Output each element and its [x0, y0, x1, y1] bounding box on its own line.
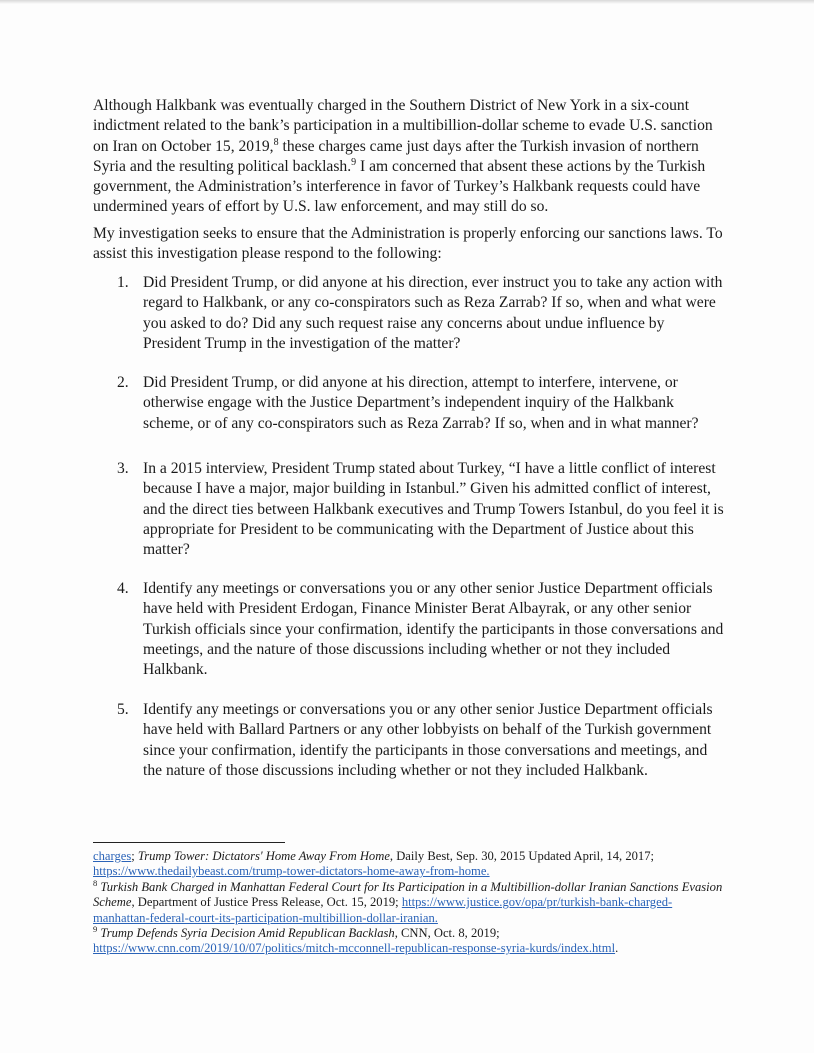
footnote-separator: ;	[131, 849, 138, 863]
footnote-continued	[93, 849, 723, 880]
question-number: 1.	[117, 274, 129, 291]
footnote-source: , Department of Justice Press Release, Oct. 15, 2019;	[131, 895, 402, 910]
question-number: 2.	[117, 374, 129, 391]
question-number: 4.	[117, 580, 129, 597]
paragraph-investigation: My investigation seeks to ensure that the Administration is properly enforcing our sanctions laws. To assist this investigation please respond to the following:	[93, 225, 723, 263]
footnote-title: Trump Defends Syria Decision Amid Republican Backlash	[100, 926, 395, 941]
para1-text-a: Although Halkbank was eventually charged in the Southern District of New York in a six-count indictment related to the bank’s participation in a multibillion-dollar scheme to evade U.S. sanction on Iran on October 15, 2019,	[93, 97, 713, 155]
footnote-source: , Daily Best, Sep. 30, 2015 Updated April, 14, 2017;	[389, 849, 655, 863]
footnote-end: .	[615, 941, 619, 956]
para1-text-b: these charges came just days after the Turkish invasion of northern Syria and the resulting political backlash.	[93, 137, 699, 175]
footnote-link-charges[interactable]: charges	[93, 849, 132, 863]
footnote-ref-8[interactable]: 8	[273, 136, 279, 148]
question-text: Identify any meetings or conversations you or any other senior Justice Department officials have held with Ballard Partners or any other lobbyists on behalf of the Turkish government since your confirmation, identify the participants in those conversations and meetings, and the nature of those discussions including whether or not they included Halkbank.	[143, 701, 713, 779]
footnote-url-cnn[interactable]: https://www.cnn.com/2019/10/07/politics/mitch-mcconnell-republican-response-syria-kurds/index.html	[93, 941, 616, 956]
footnote-8	[93, 877, 723, 926]
question-number: 3.	[117, 460, 129, 477]
footnote-source: , CNN, Oct. 8, 2019;	[394, 926, 500, 941]
paragraph-halkbank-charges	[93, 96, 723, 218]
question-text: Did President Trump, or did anyone at his direction, attempt to interfere, intervene, or otherwise engage with the Justice Department’s independent inquiry of the Halkbank scheme, or of any co-conspirators such as Reza Zarrab? If so, when and in what manner?	[143, 374, 699, 432]
footnote-title: Trump Tower: Dictators' Home Away From Home	[137, 849, 390, 863]
footnote-divider	[93, 842, 285, 843]
footnote-title: Turkish Bank Charged in Manhattan Federal Court for Its Participation in a Multibillion-dollar Iranian Sanctions Evasion Scheme	[93, 879, 723, 910]
question-text: In a 2015 interview, President Trump stated about Turkey, “I have a little conflict of interest because I have a major, major building in Istanbul.” Given his admitted conflict of interest, and the direct ties between Halkbank executives and Trump Towers Istanbul, do you feel it is appropriate for President to be communicating with the Department of Justice about this matter?	[143, 460, 724, 559]
footnotes	[93, 849, 723, 957]
para1-text-c: I am concerned that absent these actions by the Turkish government, the Administration’s interference in favor of Turkey’s Halkbank requests could have undermined years of effort by U.S. law enforcement, and may still do so.	[93, 157, 706, 216]
question-number: 5.	[117, 701, 129, 718]
footnote-url-justice[interactable]: https://www.justice.gov/opa/pr/turkish-bank-charged-manhattan-federal-court-its-participation-multibillion-dollar-iranian.	[93, 895, 673, 925]
footnote-url-dailybeast[interactable]: https://www.thedailybeast.com/trump-tower-dictators-home-away-from-home.	[93, 864, 490, 879]
scan-top-edge	[0, 0, 814, 4]
footnote-ref-9[interactable]: 9	[351, 156, 357, 168]
question-text: Identify any meetings or conversations you or any other senior Justice Department officials have held with President Erdogan, Finance Minister Berat Albayrak, or any other senior Turkish officials since your confirmation, identify the participants in those conversations and meetings, and the nature of those discussions including whether or not they included Halkbank.	[143, 580, 724, 679]
footnote-9	[93, 923, 723, 957]
footnote-number: 9	[93, 923, 98, 934]
footnote-number: 8	[93, 877, 98, 888]
question-text: Did President Trump, or did anyone at his direction, ever instruct you to take any action with regard to Halkbank, or any co-conspirators such as Reza Zarrab? If so, when and what were you asked to do? Did any such request raise any concerns about undue influence by President Trump in the investigation of the matter?	[143, 274, 723, 352]
